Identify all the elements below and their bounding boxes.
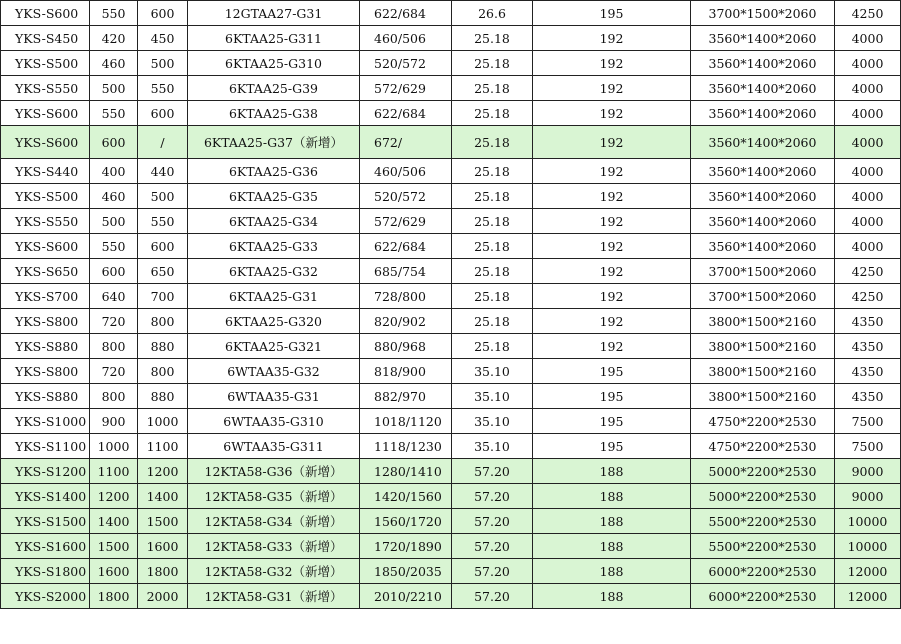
engine-model-cell: 12KTA58-G33（新增） bbox=[188, 534, 360, 559]
engine-power-cell: 520/572 bbox=[360, 51, 452, 76]
engine-power-cell: 1560/1720 bbox=[360, 509, 452, 534]
table-row bbox=[1, 51, 901, 76]
model-cell: YKS-S500 bbox=[1, 184, 90, 209]
engine-model-cell: 12KTA58-G36（新增） bbox=[188, 459, 360, 484]
prime-power-cell: 600 bbox=[90, 126, 138, 159]
standby-power-cell: 2000 bbox=[138, 584, 188, 609]
engine-model-cell: 6KTAA25-G35 bbox=[188, 184, 360, 209]
table-row bbox=[1, 359, 901, 384]
standby-power-cell: 550 bbox=[138, 76, 188, 101]
dimensions-cell: 3700*1500*2060 bbox=[691, 284, 835, 309]
fuel-consumption-cell: 192 bbox=[533, 184, 691, 209]
engine-power-cell: 460/506 bbox=[360, 159, 452, 184]
dimensions-cell: 3560*1400*2060 bbox=[691, 101, 835, 126]
dimensions-cell: 3800*1500*2160 bbox=[691, 334, 835, 359]
displacement-cell: 25.18 bbox=[452, 76, 533, 101]
table-row-new bbox=[1, 459, 901, 484]
weight-cell: 4250 bbox=[835, 1, 901, 26]
table-row bbox=[1, 234, 901, 259]
engine-model-cell: 6KTAA25-G34 bbox=[188, 209, 360, 234]
displacement-cell: 25.18 bbox=[452, 184, 533, 209]
engine-power-cell: 1280/1410 bbox=[360, 459, 452, 484]
weight-cell: 4000 bbox=[835, 234, 901, 259]
prime-power-cell: 1200 bbox=[90, 484, 138, 509]
engine-model-cell: 6WTAA35-G311 bbox=[188, 434, 360, 459]
engine-model-cell: 12KTA58-G32（新增） bbox=[188, 559, 360, 584]
displacement-cell: 25.18 bbox=[452, 334, 533, 359]
standby-power-cell: 450 bbox=[138, 26, 188, 51]
displacement-cell: 26.6 bbox=[452, 1, 533, 26]
engine-power-cell: 572/629 bbox=[360, 209, 452, 234]
standby-power-cell: 1400 bbox=[138, 484, 188, 509]
model-cell: YKS-S1600 bbox=[1, 534, 90, 559]
fuel-consumption-cell: 188 bbox=[533, 484, 691, 509]
dimensions-cell: 3560*1400*2060 bbox=[691, 76, 835, 101]
table-row bbox=[1, 434, 901, 459]
engine-power-cell: 520/572 bbox=[360, 184, 452, 209]
prime-power-cell: 460 bbox=[90, 51, 138, 76]
dimensions-cell: 6000*2200*2530 bbox=[691, 559, 835, 584]
standby-power-cell: 1000 bbox=[138, 409, 188, 434]
table-row bbox=[1, 1, 901, 26]
weight-cell: 9000 bbox=[835, 459, 901, 484]
standby-power-cell: 800 bbox=[138, 309, 188, 334]
fuel-consumption-cell: 195 bbox=[533, 359, 691, 384]
prime-power-cell: 640 bbox=[90, 284, 138, 309]
standby-power-cell: / bbox=[138, 126, 188, 159]
weight-cell: 4000 bbox=[835, 159, 901, 184]
engine-power-cell: 1118/1230 bbox=[360, 434, 452, 459]
engine-power-cell: 882/970 bbox=[360, 384, 452, 409]
table-row bbox=[1, 26, 901, 51]
fuel-consumption-cell: 195 bbox=[533, 1, 691, 26]
table-row bbox=[1, 184, 901, 209]
weight-cell: 4000 bbox=[835, 26, 901, 51]
engine-model-cell: 6KTAA25-G32 bbox=[188, 259, 360, 284]
standby-power-cell: 1500 bbox=[138, 509, 188, 534]
weight-cell: 9000 bbox=[835, 484, 901, 509]
weight-cell: 4000 bbox=[835, 101, 901, 126]
weight-cell: 12000 bbox=[835, 559, 901, 584]
weight-cell: 4350 bbox=[835, 309, 901, 334]
dimensions-cell: 5000*2200*2530 bbox=[691, 459, 835, 484]
weight-cell: 4250 bbox=[835, 284, 901, 309]
displacement-cell: 35.10 bbox=[452, 384, 533, 409]
model-cell: YKS-S2000 bbox=[1, 584, 90, 609]
fuel-consumption-cell: 192 bbox=[533, 309, 691, 334]
model-cell: YKS-S550 bbox=[1, 209, 90, 234]
prime-power-cell: 550 bbox=[90, 1, 138, 26]
weight-cell: 7500 bbox=[835, 434, 901, 459]
dimensions-cell: 4750*2200*2530 bbox=[691, 434, 835, 459]
dimensions-cell: 3560*1400*2060 bbox=[691, 234, 835, 259]
prime-power-cell: 1000 bbox=[90, 434, 138, 459]
table-row bbox=[1, 284, 901, 309]
model-cell: YKS-S1000 bbox=[1, 409, 90, 434]
table-body bbox=[1, 1, 901, 609]
standby-power-cell: 500 bbox=[138, 51, 188, 76]
fuel-consumption-cell: 188 bbox=[533, 509, 691, 534]
displacement-cell: 25.18 bbox=[452, 26, 533, 51]
table-row bbox=[1, 334, 901, 359]
dimensions-cell: 3800*1500*2160 bbox=[691, 359, 835, 384]
fuel-consumption-cell: 192 bbox=[533, 234, 691, 259]
table-row bbox=[1, 76, 901, 101]
table-row-new bbox=[1, 584, 901, 609]
table-row-new bbox=[1, 484, 901, 509]
weight-cell: 4250 bbox=[835, 259, 901, 284]
standby-power-cell: 600 bbox=[138, 234, 188, 259]
engine-power-cell: 1018/1120 bbox=[360, 409, 452, 434]
model-cell: YKS-S800 bbox=[1, 359, 90, 384]
standby-power-cell: 800 bbox=[138, 359, 188, 384]
displacement-cell: 25.18 bbox=[452, 209, 533, 234]
displacement-cell: 25.18 bbox=[452, 259, 533, 284]
dimensions-cell: 3800*1500*2160 bbox=[691, 309, 835, 334]
weight-cell: 7500 bbox=[835, 409, 901, 434]
engine-model-cell: 6KTAA25-G36 bbox=[188, 159, 360, 184]
displacement-cell: 25.18 bbox=[452, 309, 533, 334]
prime-power-cell: 420 bbox=[90, 26, 138, 51]
fuel-consumption-cell: 192 bbox=[533, 209, 691, 234]
prime-power-cell: 1500 bbox=[90, 534, 138, 559]
dimensions-cell: 5500*2200*2530 bbox=[691, 509, 835, 534]
weight-cell: 4000 bbox=[835, 51, 901, 76]
engine-model-cell: 6WTAA35-G310 bbox=[188, 409, 360, 434]
dimensions-cell: 6000*2200*2530 bbox=[691, 584, 835, 609]
prime-power-cell: 600 bbox=[90, 259, 138, 284]
engine-model-cell: 6KTAA25-G39 bbox=[188, 76, 360, 101]
model-cell: YKS-S1400 bbox=[1, 484, 90, 509]
standby-power-cell: 650 bbox=[138, 259, 188, 284]
table-row-new bbox=[1, 509, 901, 534]
prime-power-cell: 550 bbox=[90, 234, 138, 259]
prime-power-cell: 1400 bbox=[90, 509, 138, 534]
table-row bbox=[1, 384, 901, 409]
engine-power-cell: 820/902 bbox=[360, 309, 452, 334]
engine-model-cell: 6WTAA35-G31 bbox=[188, 384, 360, 409]
prime-power-cell: 1100 bbox=[90, 459, 138, 484]
model-cell: YKS-S450 bbox=[1, 26, 90, 51]
engine-power-cell: 1720/1890 bbox=[360, 534, 452, 559]
model-cell: YKS-S600 bbox=[1, 1, 90, 26]
table-row-new bbox=[1, 126, 901, 159]
table-row-new bbox=[1, 559, 901, 584]
fuel-consumption-cell: 192 bbox=[533, 284, 691, 309]
prime-power-cell: 800 bbox=[90, 334, 138, 359]
standby-power-cell: 500 bbox=[138, 184, 188, 209]
dimensions-cell: 3560*1400*2060 bbox=[691, 159, 835, 184]
fuel-consumption-cell: 188 bbox=[533, 534, 691, 559]
dimensions-cell: 3700*1500*2060 bbox=[691, 1, 835, 26]
weight-cell: 12000 bbox=[835, 584, 901, 609]
dimensions-cell: 5500*2200*2530 bbox=[691, 534, 835, 559]
displacement-cell: 57.20 bbox=[452, 559, 533, 584]
standby-power-cell: 700 bbox=[138, 284, 188, 309]
table-row-new bbox=[1, 534, 901, 559]
engine-power-cell: 672/ bbox=[360, 126, 452, 159]
standby-power-cell: 1200 bbox=[138, 459, 188, 484]
engine-model-cell: 12KTA58-G35（新增） bbox=[188, 484, 360, 509]
displacement-cell: 35.10 bbox=[452, 434, 533, 459]
model-cell: YKS-S700 bbox=[1, 284, 90, 309]
table-row bbox=[1, 159, 901, 184]
prime-power-cell: 460 bbox=[90, 184, 138, 209]
standby-power-cell: 600 bbox=[138, 1, 188, 26]
model-cell: YKS-S440 bbox=[1, 159, 90, 184]
fuel-consumption-cell: 195 bbox=[533, 434, 691, 459]
fuel-consumption-cell: 192 bbox=[533, 26, 691, 51]
model-cell: YKS-S600 bbox=[1, 101, 90, 126]
fuel-consumption-cell: 192 bbox=[533, 76, 691, 101]
engine-power-cell: 2010/2210 bbox=[360, 584, 452, 609]
fuel-consumption-cell: 188 bbox=[533, 584, 691, 609]
dimensions-cell: 3560*1400*2060 bbox=[691, 51, 835, 76]
table-row bbox=[1, 259, 901, 284]
prime-power-cell: 500 bbox=[90, 209, 138, 234]
table-row bbox=[1, 101, 901, 126]
engine-power-cell: 880/968 bbox=[360, 334, 452, 359]
weight-cell: 10000 bbox=[835, 509, 901, 534]
weight-cell: 4350 bbox=[835, 359, 901, 384]
model-cell: YKS-S500 bbox=[1, 51, 90, 76]
engine-power-cell: 1850/2035 bbox=[360, 559, 452, 584]
engine-power-cell: 622/684 bbox=[360, 1, 452, 26]
model-cell: YKS-S1200 bbox=[1, 459, 90, 484]
engine-power-cell: 818/900 bbox=[360, 359, 452, 384]
weight-cell: 4350 bbox=[835, 334, 901, 359]
prime-power-cell: 1600 bbox=[90, 559, 138, 584]
engine-model-cell: 6KTAA25-G37（新增） bbox=[188, 126, 360, 159]
weight-cell: 4000 bbox=[835, 126, 901, 159]
engine-model-cell: 6WTAA35-G32 bbox=[188, 359, 360, 384]
weight-cell: 10000 bbox=[835, 534, 901, 559]
engine-model-cell: 6KTAA25-G311 bbox=[188, 26, 360, 51]
dimensions-cell: 3700*1500*2060 bbox=[691, 259, 835, 284]
weight-cell: 4000 bbox=[835, 184, 901, 209]
fuel-consumption-cell: 188 bbox=[533, 559, 691, 584]
prime-power-cell: 900 bbox=[90, 409, 138, 434]
standby-power-cell: 440 bbox=[138, 159, 188, 184]
fuel-consumption-cell: 192 bbox=[533, 334, 691, 359]
displacement-cell: 57.20 bbox=[452, 534, 533, 559]
fuel-consumption-cell: 192 bbox=[533, 259, 691, 284]
engine-model-cell: 6KTAA25-G320 bbox=[188, 309, 360, 334]
prime-power-cell: 550 bbox=[90, 101, 138, 126]
displacement-cell: 25.18 bbox=[452, 284, 533, 309]
dimensions-cell: 5000*2200*2530 bbox=[691, 484, 835, 509]
prime-power-cell: 800 bbox=[90, 384, 138, 409]
fuel-consumption-cell: 192 bbox=[533, 101, 691, 126]
engine-power-cell: 685/754 bbox=[360, 259, 452, 284]
displacement-cell: 57.20 bbox=[452, 584, 533, 609]
engine-power-cell: 622/684 bbox=[360, 234, 452, 259]
standby-power-cell: 1800 bbox=[138, 559, 188, 584]
standby-power-cell: 1100 bbox=[138, 434, 188, 459]
fuel-consumption-cell: 192 bbox=[533, 126, 691, 159]
displacement-cell: 25.18 bbox=[452, 126, 533, 159]
fuel-consumption-cell: 195 bbox=[533, 409, 691, 434]
prime-power-cell: 400 bbox=[90, 159, 138, 184]
displacement-cell: 25.18 bbox=[452, 51, 533, 76]
fuel-consumption-cell: 188 bbox=[533, 459, 691, 484]
table-row bbox=[1, 409, 901, 434]
engine-model-cell: 6KTAA25-G31 bbox=[188, 284, 360, 309]
model-cell: YKS-S1500 bbox=[1, 509, 90, 534]
prime-power-cell: 720 bbox=[90, 359, 138, 384]
fuel-consumption-cell: 192 bbox=[533, 51, 691, 76]
engine-model-cell: 6KTAA25-G321 bbox=[188, 334, 360, 359]
standby-power-cell: 550 bbox=[138, 209, 188, 234]
dimensions-cell: 3560*1400*2060 bbox=[691, 26, 835, 51]
engine-power-cell: 1420/1560 bbox=[360, 484, 452, 509]
prime-power-cell: 1800 bbox=[90, 584, 138, 609]
displacement-cell: 35.10 bbox=[452, 409, 533, 434]
dimensions-cell: 3560*1400*2060 bbox=[691, 126, 835, 159]
standby-power-cell: 1600 bbox=[138, 534, 188, 559]
prime-power-cell: 720 bbox=[90, 309, 138, 334]
table-row bbox=[1, 209, 901, 234]
model-cell: YKS-S650 bbox=[1, 259, 90, 284]
displacement-cell: 57.20 bbox=[452, 459, 533, 484]
model-cell: YKS-S880 bbox=[1, 384, 90, 409]
model-cell: YKS-S800 bbox=[1, 309, 90, 334]
engine-model-cell: 12GTAA27-G31 bbox=[188, 1, 360, 26]
dimensions-cell: 4750*2200*2530 bbox=[691, 409, 835, 434]
engine-model-cell: 12KTA58-G31（新增） bbox=[188, 584, 360, 609]
displacement-cell: 25.18 bbox=[452, 159, 533, 184]
displacement-cell: 35.10 bbox=[452, 359, 533, 384]
model-cell: YKS-S600 bbox=[1, 234, 90, 259]
table-row bbox=[1, 309, 901, 334]
prime-power-cell: 500 bbox=[90, 76, 138, 101]
weight-cell: 4350 bbox=[835, 384, 901, 409]
dimensions-cell: 3560*1400*2060 bbox=[691, 209, 835, 234]
engine-model-cell: 6KTAA25-G310 bbox=[188, 51, 360, 76]
engine-model-cell: 6KTAA25-G38 bbox=[188, 101, 360, 126]
displacement-cell: 25.18 bbox=[452, 234, 533, 259]
displacement-cell: 57.20 bbox=[452, 509, 533, 534]
model-cell: YKS-S1800 bbox=[1, 559, 90, 584]
weight-cell: 4000 bbox=[835, 209, 901, 234]
engine-power-cell: 622/684 bbox=[360, 101, 452, 126]
model-cell: YKS-S1100 bbox=[1, 434, 90, 459]
model-cell: YKS-S600 bbox=[1, 126, 90, 159]
standby-power-cell: 880 bbox=[138, 334, 188, 359]
displacement-cell: 25.18 bbox=[452, 101, 533, 126]
engine-power-cell: 728/800 bbox=[360, 284, 452, 309]
engine-power-cell: 460/506 bbox=[360, 26, 452, 51]
fuel-consumption-cell: 195 bbox=[533, 384, 691, 409]
model-cell: YKS-S550 bbox=[1, 76, 90, 101]
standby-power-cell: 600 bbox=[138, 101, 188, 126]
fuel-consumption-cell: 192 bbox=[533, 159, 691, 184]
dimensions-cell: 3800*1500*2160 bbox=[691, 384, 835, 409]
displacement-cell: 57.20 bbox=[452, 484, 533, 509]
model-cell: YKS-S880 bbox=[1, 334, 90, 359]
engine-model-cell: 12KTA58-G34（新增） bbox=[188, 509, 360, 534]
engine-power-cell: 572/629 bbox=[360, 76, 452, 101]
dimensions-cell: 3560*1400*2060 bbox=[691, 184, 835, 209]
engine-model-cell: 6KTAA25-G33 bbox=[188, 234, 360, 259]
weight-cell: 4000 bbox=[835, 76, 901, 101]
standby-power-cell: 880 bbox=[138, 384, 188, 409]
